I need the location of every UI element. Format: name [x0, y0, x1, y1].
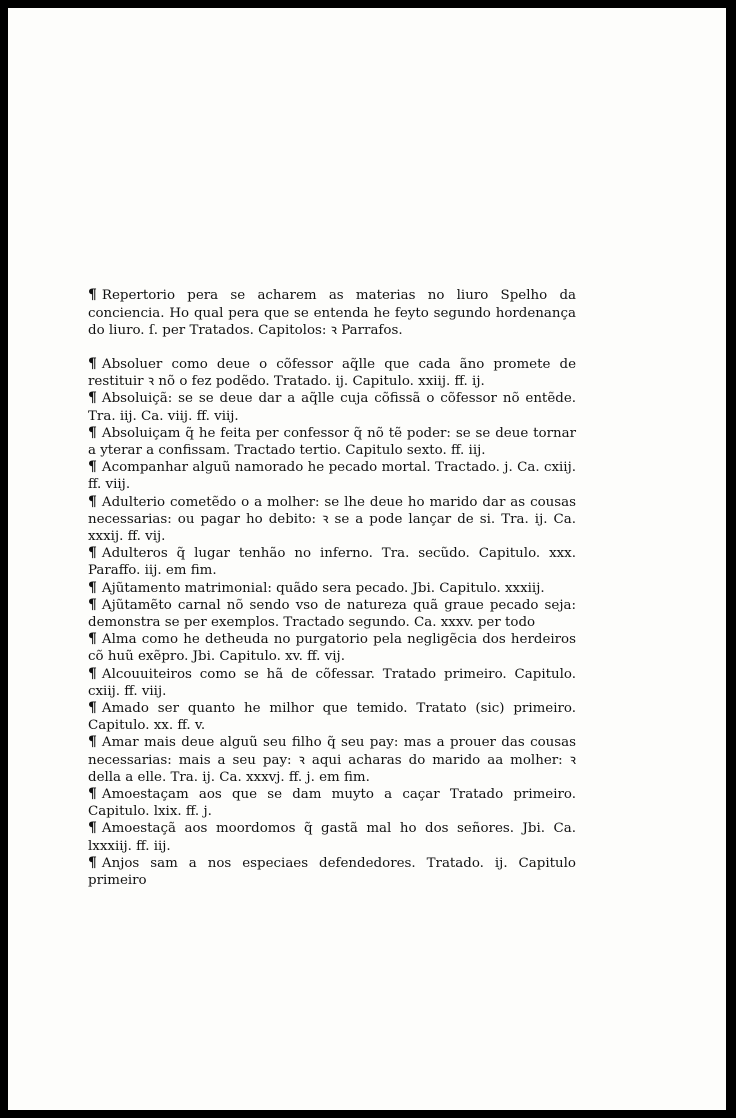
- pilcrow-icon: ¶: [88, 854, 97, 871]
- index-entry: [88, 734, 576, 786]
- pilcrow-icon: ¶: [88, 545, 97, 562]
- entry-text: Ajũtamento matrimonial: quãdo sera pecado. Jbi. Capitulo. xxxiij.: [101, 580, 545, 596]
- entry-text: Adulterio cometẽdo o a molher: se lhe deue ho marido dar as cousas necessarias: ou pagar ho debito: ꝛ se a pode lançar de si. Tra. ij. Ca. xxxij. ff. vij.: [88, 494, 576, 545]
- index-entry: [88, 580, 576, 597]
- scanned-page: [8, 8, 726, 1110]
- entry-text: Ajũtamẽto carnal nõ sendo vso de natureza quã graue pecado seja: demonstra se per exemplos. Tractado segundo. Ca. xxxv. per todo: [88, 597, 576, 631]
- index-entry: [88, 786, 576, 820]
- index-entry: [88, 425, 576, 459]
- index-entry: [88, 545, 576, 579]
- pilcrow-icon: ¶: [88, 493, 97, 510]
- entry-text: Alcouuiteiros como se hã de cõfessar. Tratado primeiro. Capitulo. cxiij. ff. viij.: [88, 666, 576, 699]
- index-entry: [88, 666, 576, 700]
- pilcrow-icon: ¶: [88, 596, 97, 613]
- entry-text: Absoluiçam q̃ he feita per confessor q̃ nõ tẽ poder: se se deue tornar a yterar a confissam. Tractado tertio. Capitulo sexto. ff. iij.: [88, 425, 576, 459]
- index-entry: [88, 356, 576, 390]
- index-entry: [88, 820, 576, 854]
- entry-text: Amoestaçam aos que se dam muyto a caçar Tratado primeiro. Capitulo. lxix. ff. j.: [88, 787, 576, 820]
- entry-text: Adulteros q̃ lugar tenhão no inferno. Tra. secũdo. Capitulo. xxx. Paraffo. iij. em fim.: [88, 546, 576, 579]
- pilcrow-icon: ¶: [88, 356, 97, 372]
- index-entry: [88, 390, 576, 424]
- intro-paragraph: [88, 287, 576, 339]
- entry-text: Anjos sam a nos especiaes defendedores. Tratado. ij. Capitulo primeiro: [88, 855, 576, 889]
- pilcrow-icon: ¶: [88, 786, 97, 803]
- entry-text: Absoluer como deue o cõfessor aq̃lle que cada ãno promete de restituir ꝛ nõ o fez podẽdo. Tratado. ij. Capitulo. xxiij. ff. ij.: [88, 357, 576, 390]
- index-entry: [88, 700, 576, 734]
- pilcrow-icon: ¶: [88, 390, 97, 407]
- entry-text: Amar mais deue alguũ seu filho q̃ seu pay: mas a prouer das cousas necessarias: mais a seu pay: ꝛ aqui acharas do marido aa molher: ꝛ della a elle. Tra. ij. Ca. xxxvj. ff. j. em fim.: [88, 735, 576, 785]
- entry-text: Amoestaçã aos moordomos q̃ gastã mal ho dos señores. Jbi. Ca. lxxxiij. ff. iij.: [88, 821, 576, 854]
- index-entry: [88, 631, 576, 665]
- pilcrow-icon: ¶: [88, 631, 97, 648]
- entry-text: Amado ser quanto he milhor que temido. Tratato (sic) primeiro. Capitulo. xx. ff. v.: [88, 701, 576, 734]
- pilcrow-icon: ¶: [88, 424, 97, 441]
- index-entry: [88, 494, 576, 546]
- entry-list: [88, 356, 576, 889]
- text-block: [88, 274, 576, 889]
- pilcrow-icon: ¶: [88, 820, 97, 837]
- pilcrow-icon: ¶: [88, 287, 97, 304]
- index-entry: [88, 597, 576, 631]
- pilcrow-icon: ¶: [88, 665, 97, 682]
- pilcrow-icon: ¶: [88, 734, 97, 751]
- entry-text: Absoluiçã: se se deue dar a aq̃lle cuja cõfissã o cõfessor nõ entẽde. Tra. iij. Ca. viij. ff. viij.: [88, 391, 576, 424]
- entry-text: Acompanhar alguũ namorado he pecado mortal. Tractado. j. Ca. cxiij. ff. viij.: [88, 460, 576, 493]
- index-entry: [88, 855, 576, 889]
- entry-text: Alma como he detheuda no purgatorio pela negligẽcia dos herdeiros cõ huũ exẽpro. Jbi. Capitulo. xv. ff. vij.: [88, 632, 576, 665]
- pilcrow-icon: ¶: [88, 459, 97, 476]
- pilcrow-icon: ¶: [88, 700, 97, 717]
- pilcrow-icon: ¶: [88, 579, 97, 596]
- index-entry: [88, 459, 576, 493]
- intro-text: Repertorio pera se acharem as materias no liuro Spelho da conciencia. Ho qual pera que se entenda he feyto segundo hordenança do liuro. ſ. per Tratados. Capitolos: ꝛ Parrafos.: [88, 288, 576, 338]
